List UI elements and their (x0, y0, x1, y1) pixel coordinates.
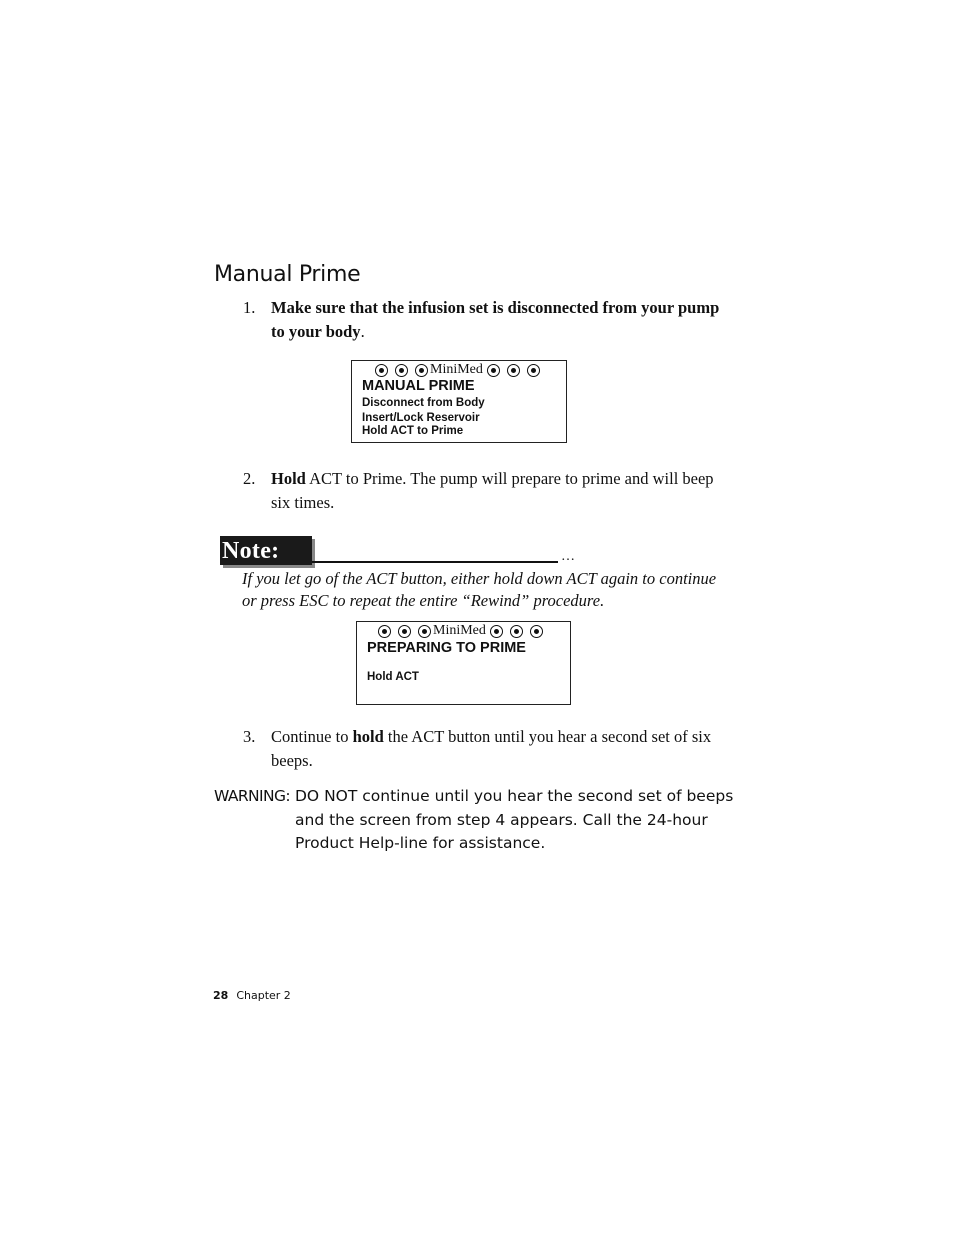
warning-text: DO NOT continue until you hear the second set of beeps and the screen from step 4 appears. Call the 24-hour Product Help-line for assistance. (295, 787, 734, 852)
indicator-light-icon (507, 364, 520, 377)
indicator-row (378, 623, 550, 639)
step-1-number: 1. (243, 298, 256, 317)
section-heading: Manual Prime (214, 262, 361, 287)
indicator-light-icon (398, 625, 411, 638)
chapter-label: Chapter 2 (236, 989, 291, 1002)
step-1-tail: . (360, 322, 365, 341)
page-footer (213, 989, 291, 1002)
note-label: Note: (222, 538, 280, 564)
pump-screen-manual-prime (351, 360, 567, 443)
indicator-light-icon (530, 625, 543, 638)
step-3-text (271, 725, 721, 773)
screen-title: MANUAL PRIME (362, 378, 475, 394)
step-2-bold-text: Hold (271, 469, 306, 488)
screen-line: Disconnect from Body (362, 397, 485, 409)
indicator-light-icon (487, 364, 500, 377)
step-1-text (271, 296, 721, 344)
screen-title: PREPARING TO PRIME (367, 640, 526, 656)
screen-line: Hold ACT (367, 671, 419, 683)
indicator-light-icon (395, 364, 408, 377)
note-ellipsis: … (561, 549, 575, 564)
brand-label: MiniMed (430, 362, 483, 377)
step-3-post: the ACT button until you hear a second set of six beeps. (271, 727, 712, 770)
indicator-light-icon (510, 625, 523, 638)
step-3 (243, 725, 723, 775)
indicator-light-icon (415, 364, 428, 377)
step-2-text (271, 467, 721, 515)
brand-label: MiniMed (433, 623, 486, 638)
step-3-bold-text: hold (352, 727, 384, 746)
indicator-light-icon (418, 625, 431, 638)
step-3-number: 3. (243, 727, 256, 746)
indicator-row (375, 362, 547, 378)
note-divider (312, 561, 558, 563)
screen-line: Hold ACT to Prime (362, 425, 464, 437)
pump-screen-preparing-to-prime (356, 621, 571, 705)
step-2 (243, 467, 723, 517)
note-label-box (220, 536, 312, 565)
indicator-light-icon (490, 625, 503, 638)
warning-block (214, 785, 734, 857)
step-2-number: 2. (243, 469, 256, 488)
step-1-bold-text: Make sure that the infusion set is disconnected from your pump to your body (271, 298, 720, 341)
step-1 (243, 296, 723, 346)
note-text: If you let go of the ACT button, either hold down ACT again to continue or press ESC to repeat the entire “Rewind” procedure. (242, 569, 717, 610)
indicator-light-icon (527, 364, 540, 377)
warning-label: WARNING: (214, 787, 291, 805)
step-3-pre: Continue to (271, 727, 353, 746)
page-number: 28 (213, 989, 229, 1002)
indicator-light-icon (378, 625, 391, 638)
screen-line: Insert/Lock Reservoir (362, 412, 480, 424)
step-2-rest: ACT to Prime. The pump will prepare to prime and will beep six times. (271, 469, 714, 512)
indicator-light-icon (375, 364, 388, 377)
